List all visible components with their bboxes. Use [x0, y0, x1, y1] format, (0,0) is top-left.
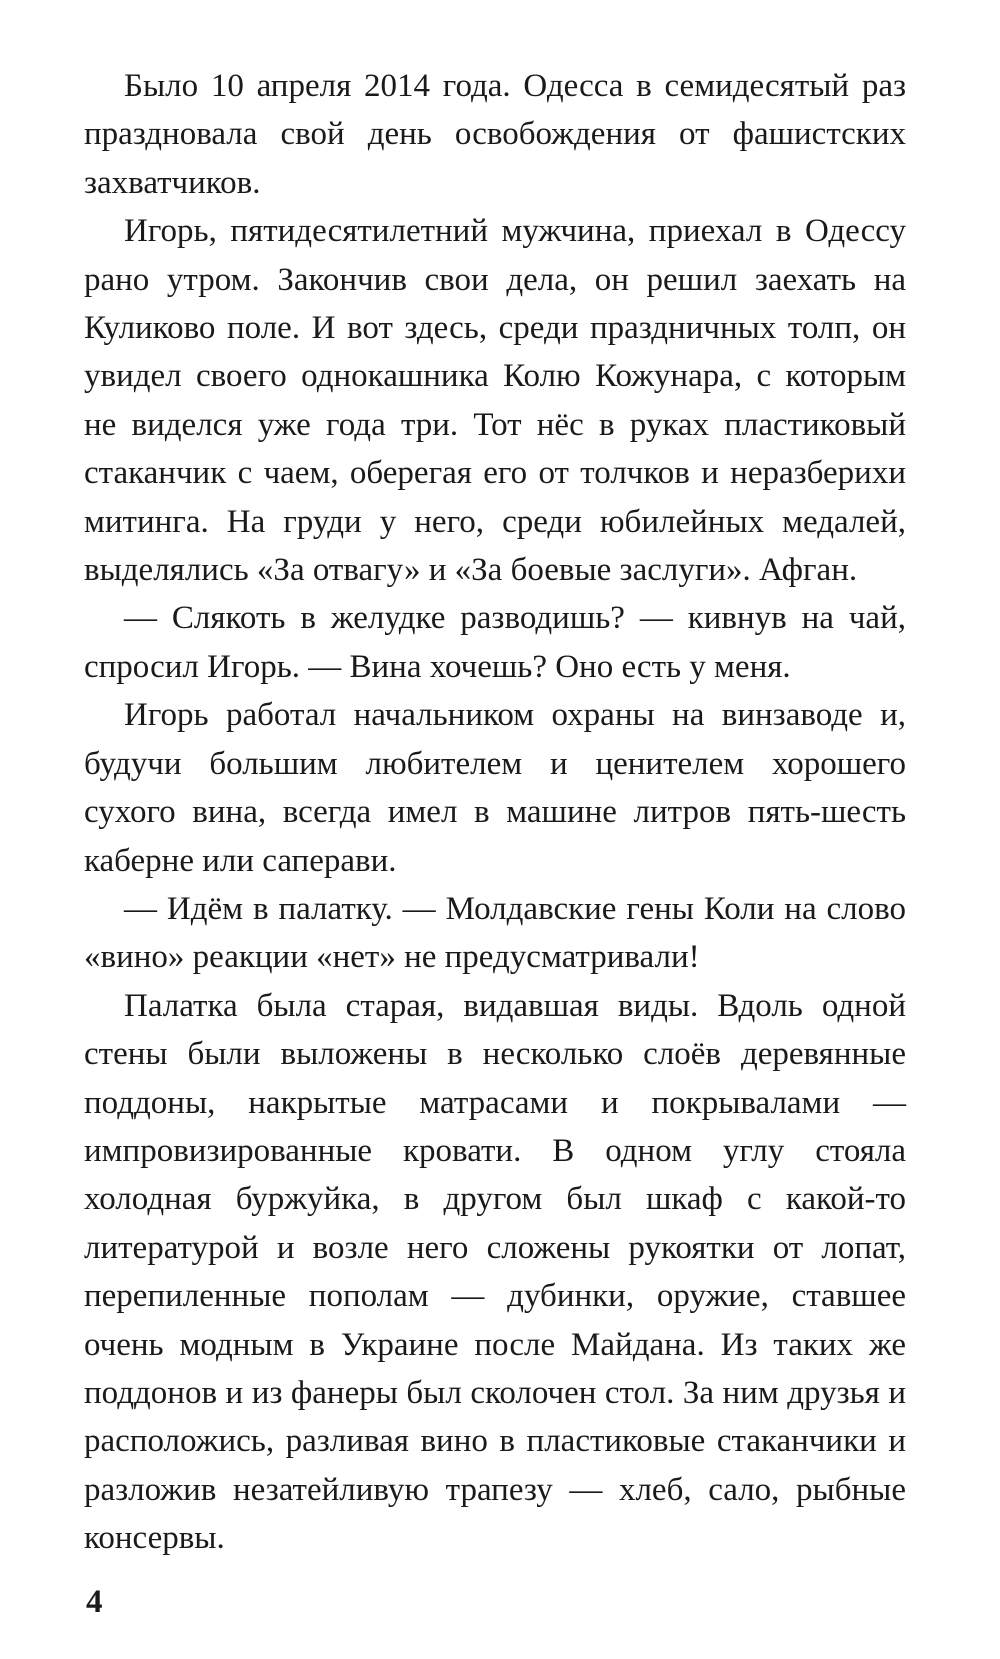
page-number: 4 [86, 1584, 103, 1620]
paragraph-6: Палатка была старая, видавшая виды. Вдоль одной стены были выложены в несколько слоёв деревянные поддоны, накрытые матрасами и покрывалами — импровизированные кровати. В одном углу стояла холодная буржуйка, в другом был шкаф с какой-то литературой и возле него сложены рукоятки от лопат, перепиленные пополам — дубинки, оружие, ставшее очень модным в Украине после Майдана. Из таких же поддонов и из фанеры был сколочен стол. За ним друзья и расположись, разливая вино в пластиковые стаканчики и разложив незатейливую трапезу — хлеб, сало, рыбные консервы. [84, 987, 906, 1557]
paragraph-5: — Идём в палатку. — Молдавские гены Коли на слово «вино» реакции «нет» не предусматривали! [84, 890, 906, 976]
paragraph-3: — Слякоть в желудке разводишь? — кивнув на чай, спросил Игорь. — Вина хочешь? Оно есть у меня. [84, 600, 906, 685]
page-body [84, 62, 906, 1563]
paragraph-2: Игорь, пятидесятилетний мужчина, приехал в Одессу рано утром. Закончив свои дела, он решил заехать на Куликово поле. И вот здесь, среди праздничных толп, он увидел своего однокашника Колю Кожунара, с которым не виделся уже года три. Тот нёс в руках пластиковый стаканчик с чаем, оберегая его от толчков и неразберихи митинга. На груди у него, среди юбилейных медалей, выделялись «За отвагу» и «За боевые заслуги». Афган. [84, 213, 906, 589]
paragraph-4: Игорь работал начальником охраны на винзаводе и, будучи большим любителем и ценителем хорошего сухого вина, всегда имел в машине литров пять-шесть каберне или саперави. [84, 697, 906, 879]
paragraph-1: Было 10 апреля 2014 года. Одесса в семидесятый раз праздновала свой день освобождения от фашистских захватчиков. [84, 68, 906, 201]
